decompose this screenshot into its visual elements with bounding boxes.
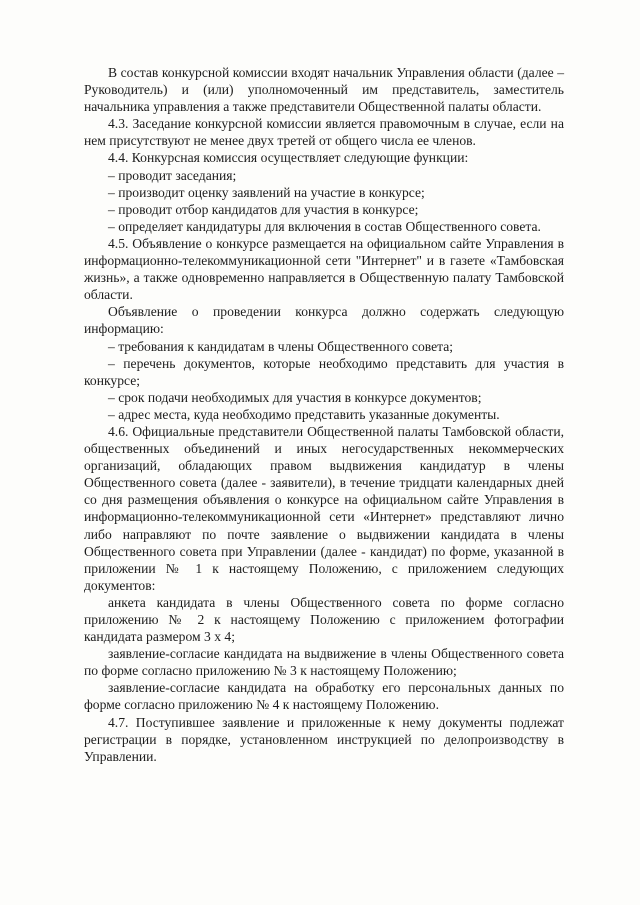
paragraph-4-7: 4.7. Поступившее заявление и приложенные к нему документы подлежат регистрации в порядке, установленном инструкцией по делопроизводству в Управлении. xyxy=(84,714,564,764)
list-item-function-3: – проводит отбор кандидатов для участия в конкурсе; xyxy=(108,201,419,217)
paragraph-4-4: 4.4. Конкурсная комиссия осуществляет следующие функции: xyxy=(108,150,469,166)
paragraph-announcement-content: Объявление о проведении конкурса должно содержать следующую информацию: xyxy=(84,304,564,337)
list-item-function-4: – определяет кандидатуры для включения в состав Общественного совета. xyxy=(108,218,541,234)
list-item-document-3: заявление-согласие кандидата на обработку его персональных данных по форме согласно приложению № 4 к настоящему Положению. xyxy=(84,680,564,713)
list-item-announcement-4: – адрес места, куда необходимо представить указанные документы. xyxy=(108,406,500,422)
list-item-document-1: анкета кандидата в члены Общественного совета по форме согласно приложению № 2 к настоящему Положению с приложением фотографии кандидата размером 3 х 4; xyxy=(84,594,564,645)
paragraph-4-3: 4.3. Заседание конкурсной комиссии является правомочным в случае, если на нем присутствуют не менее двух третей от общего числа ее членов. xyxy=(84,116,564,149)
list-item-function-2: – производит оценку заявлений на участие в конкурсе; xyxy=(108,184,425,200)
list-item-document-2: заявление-согласие кандидата на выдвижение в члены Общественного совета по форме согласно приложению № 3 к настоящему Положению; xyxy=(84,646,564,679)
paragraph-commission-composition: В состав конкурсной комиссии входят начальник Управления области (далее – Руководитель) и (или) уполномоченный им представитель, заместитель начальника управления а также представители Общественной палаты области. xyxy=(84,65,564,115)
document-body xyxy=(84,64,564,765)
list-item-function-1: – проводит заседания; xyxy=(108,167,237,183)
paragraph-4-6: 4.6. Официальные представители Общественной палаты Тамбовской области, общественных объединений и иных негосударственных некоммерческих организаций, обладающих правом выдвижения кандидатур в члены Общественного совета (далее - заявители), в течение тридцати календарных дней со дня размещения объявления о конкурсе на официальном сайте Управления в информационно-телекоммуникационной сети «Интернет» представляют лично либо направляют по почте заявление о выдвижении кандидата в члены Общественного совета при Управлении (далее - кандидат) по форме, указанной в приложении № 1 к настоящему Положению, с приложением следующих документов: xyxy=(84,423,564,593)
paragraph-4-5: 4.5. Объявление о конкурсе размещается на официальном сайте Управления в информационно-телекоммуникационной сети "Интернет" и в газете «Тамбовская жизнь», а также одновременно направляется в Общественную палату Тамбовской области. xyxy=(84,235,564,303)
list-item-announcement-1: – требования к кандидатам в члены Общественного совета; xyxy=(108,338,454,354)
list-item-announcement-3: – срок подачи необходимых для участия в конкурсе документов; xyxy=(108,389,482,405)
list-item-announcement-2: – перечень документов, которые необходимо представить для участия в конкурсе; xyxy=(84,355,564,388)
